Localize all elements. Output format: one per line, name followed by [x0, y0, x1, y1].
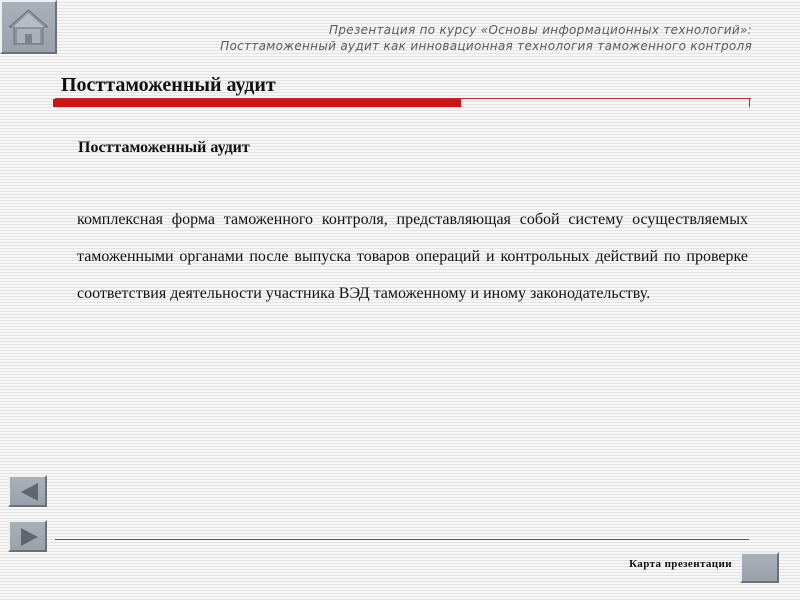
title-underline-end	[749, 98, 750, 107]
triangle-right-icon	[19, 527, 40, 547]
presentation-map-link[interactable]: Карта презентации	[629, 558, 732, 570]
footer-divider	[55, 539, 749, 540]
term-definition: комплексная форма таможенного контроля, представляющая собой систему осуществляемых таможенными органами после выпуска товаров операций и контрольных действий по проверке соответствия деятельности участника ВЭД таможенному и иному законодательству.	[77, 211, 748, 302]
previous-slide-button[interactable]	[8, 475, 47, 507]
course-title: Презентация по курсу «Основы информационных технологий»:	[329, 23, 752, 37]
presentation-map-button[interactable]	[740, 552, 779, 583]
home-icon	[9, 8, 48, 46]
course-header	[220, 22, 752, 54]
home-button[interactable]	[0, 0, 57, 54]
presentation-subtitle: Посттаможенный аудит как инновационная технология таможенного контроля	[220, 39, 752, 53]
triangle-left-icon	[19, 482, 40, 502]
title-accent-bar	[53, 99, 461, 107]
term-heading: Посттаможенный аудит	[78, 139, 250, 156]
slide-title: Посттаможенный аудит	[61, 74, 276, 96]
next-slide-button[interactable]	[8, 520, 47, 552]
